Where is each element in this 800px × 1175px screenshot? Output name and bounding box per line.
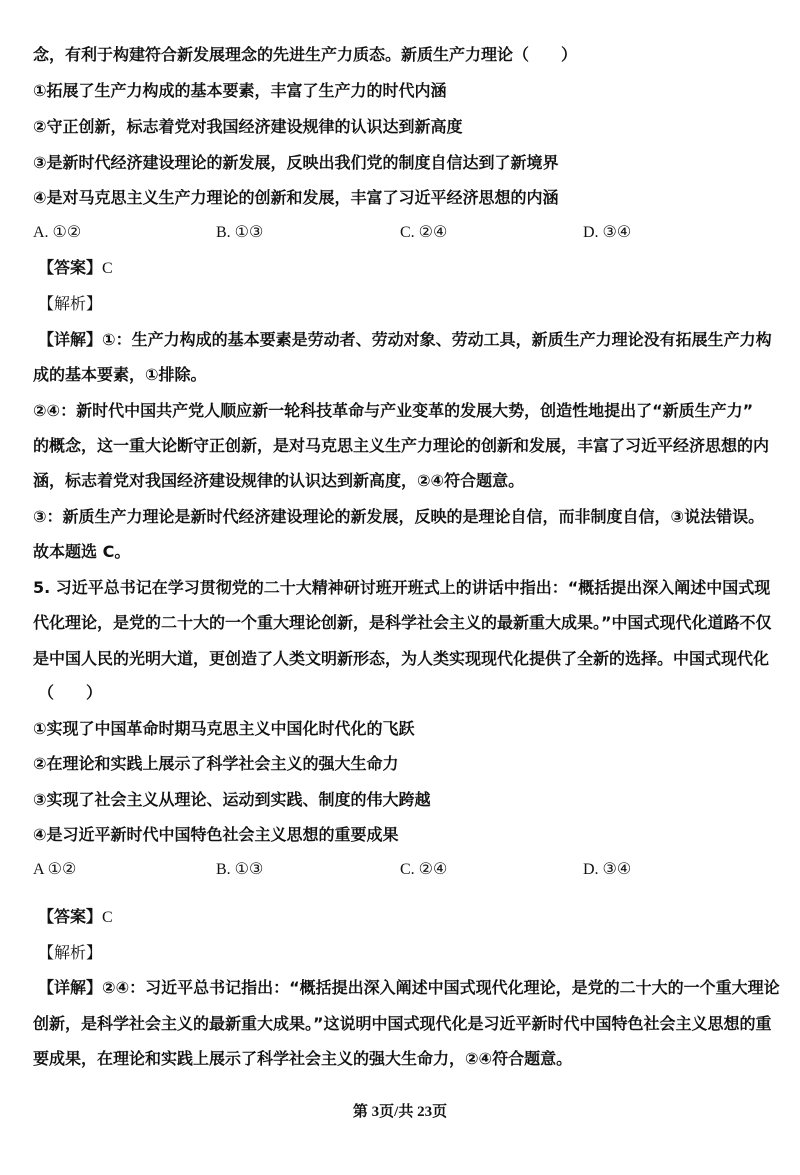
q4-detail-text-1: ①：生产力构成的基本要素是劳动者、劳动对象、劳动工具，新质生产力理论没有拓展生产力构 bbox=[102, 330, 772, 349]
page-footer: 第 3页/共 23页 bbox=[352, 1104, 448, 1120]
q4-option-a: A. ①② bbox=[33, 224, 82, 241]
q4-item-1: ①拓展了生产力构成的基本要素，丰富了生产力的时代内涵 bbox=[33, 81, 447, 100]
q4-item-3: ③是新时代经济建设理论的新发展，反映出我们党的制度自信达到了新境界 bbox=[33, 153, 559, 172]
q5-item-4: ④是习近平新时代中国特色社会主义思想的重要成果 bbox=[33, 825, 399, 844]
q4-item-4: ④是对马克思主义生产力理论的创新和发展，丰富了习近平经济思想的内涵 bbox=[33, 188, 559, 207]
q5-detail-label: 【详解】 bbox=[38, 978, 103, 997]
q4-conclusion: 故本题选 C。 bbox=[33, 542, 131, 561]
q5-stem-line-4: （ ） bbox=[38, 683, 103, 702]
q5-detail-line-3: 要成果，在理论和实践上展示了科学社会主义的强大生命力，②④符合题意。 bbox=[33, 1049, 573, 1068]
q5-option-a: A ①② bbox=[33, 861, 77, 878]
q5-answer-row bbox=[38, 906, 778, 929]
q5-detail-line-1 bbox=[38, 977, 778, 999]
q4-detail-label: 【详解】 bbox=[38, 330, 103, 349]
q4-item-2: ②守正创新，标志着党对我国经济建设规律的认识达到新高度 bbox=[33, 117, 463, 136]
q4-analysis-label: 【解析】 bbox=[38, 294, 103, 313]
q4-answer-label: 【答案】 bbox=[38, 258, 103, 277]
q5-detail-text-1: ②④：习近平总书记指出：“概括提出深入阐述中国式现代化理论，是党的二十大的一个重大理论 bbox=[102, 978, 780, 997]
q5-answer-value: C bbox=[102, 909, 113, 926]
q5-option-b: B. ①③ bbox=[216, 861, 264, 878]
q4-detail-line-3: ②④：新时代中国共产党人顺应新一轮科技革命与产业变革的发展大势，创造性地提出了“新质生产力” bbox=[33, 401, 754, 420]
q4-answer-row bbox=[38, 257, 778, 280]
q4-detail-line-2: 成的基本要素，①排除。 bbox=[33, 365, 207, 384]
q4-option-c: C. ②④ bbox=[400, 224, 448, 241]
q5-item-3: ③实现了社会主义从理论、运动到实践、制度的伟大跨越 bbox=[33, 790, 431, 809]
q5-detail-line-2: 创新，是科学社会主义的最新重大成果。”这说明中国式现代化是习近平新时代中国特色社会主义思想的重 bbox=[33, 1014, 772, 1033]
q5-stem-line-2: 代化理论，是党的二十大的一个重大理论创新，是科学社会主义的最新重大成果。”中国式现代化道路不仅 bbox=[33, 613, 772, 632]
q5-answer-label: 【答案】 bbox=[38, 907, 103, 926]
q4-stem-tail: 念，有利于构建符合新发展理念的先进生产力质态。新质生产力理论（ ） bbox=[33, 45, 578, 64]
q4-option-d: D. ③④ bbox=[583, 224, 632, 241]
q4-detail-line-4: 的概念，这一重大论断守正创新，是对马克思主义生产力理论的创新和发展，丰富了习近平经济思想的内 bbox=[33, 436, 770, 455]
q5-stem-line-3: 是中国人民的光明大道，更创造了人类文明新形态，为人类实现现代化提供了全新的选择。中国式现代化 bbox=[33, 649, 770, 668]
q5-item-1: ①实现了中国革命时期马克思主义中国化时代化的飞跃 bbox=[33, 719, 415, 738]
q4-detail-line-1 bbox=[38, 329, 778, 351]
q5-option-d: D. ③④ bbox=[583, 861, 632, 878]
q5-analysis-label: 【解析】 bbox=[38, 943, 103, 962]
q4-detail-line-6: ③：新质生产力理论是新时代经济建设理论的新发展，反映的是理论自信，而非制度自信，③说法错误。 bbox=[33, 507, 765, 526]
q5-item-2: ②在理论和实践上展示了科学社会主义的强大生命力 bbox=[33, 754, 399, 773]
q5-stem-line-1: 5. 习近平总书记在学习贯彻党的二十大精神研讨班开班式上的讲话中指出：“概括提出深入阐述中国式现 bbox=[33, 578, 771, 597]
q5-option-c: C. ②④ bbox=[400, 861, 448, 878]
q4-answer-value: C bbox=[102, 260, 113, 277]
q4-option-b: B. ①③ bbox=[216, 224, 264, 241]
q4-detail-line-5: 涵，标志着党对我国经济建设规律的认识达到新高度，②④符合题意。 bbox=[33, 471, 525, 490]
